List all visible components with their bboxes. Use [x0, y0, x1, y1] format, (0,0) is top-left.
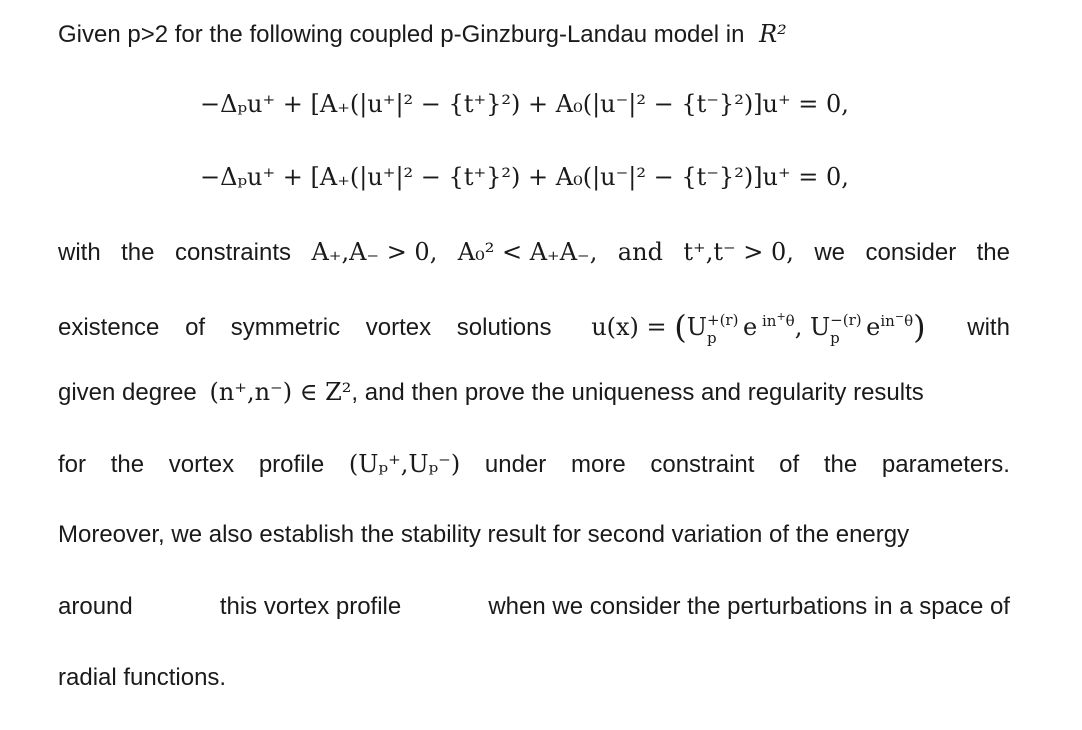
math-constraint-A0: A₀² < A₊A₋, — [457, 238, 598, 266]
word: this vortex profile — [219, 593, 402, 620]
line4-text: given degree — [58, 379, 197, 406]
equation-2: −Δₚu⁺ + [A₊(|u⁺|² − {t⁺}²) + A₀(|u⁻|² − {t⁻}²)]u⁺ = 0, — [200, 163, 849, 191]
math-vortex-profile: (Uₚ⁺,Uₚ⁻) — [348, 450, 461, 478]
paragraph-line-8: radial functions. — [58, 664, 227, 691]
paragraph-line-1 — [58, 20, 1010, 49]
math-vortex-solution: u(x) = (U +(r) p e $^{in^+\theta}$, U −(r) p $e^{in^-\theta}$) — [591, 308, 926, 347]
paragraph-line-6: Moreover, we also establish the stability result for second variation of the energy — [58, 521, 910, 548]
word: when we consider the perturbations in a space of — [488, 593, 1010, 620]
word: with — [967, 314, 1010, 341]
word: constraints — [174, 239, 291, 266]
word: of — [779, 451, 800, 478]
word: parameters. — [881, 451, 1010, 478]
word: under — [484, 451, 547, 478]
math-constraint-t: t⁺,t⁻ > 0, — [683, 238, 794, 266]
paragraph-line-5 — [58, 450, 1010, 479]
word: for — [58, 451, 87, 478]
word: solutions — [456, 314, 552, 341]
word: of — [185, 314, 206, 341]
paragraph-line-4 — [58, 378, 1010, 407]
paragraph-line-3 — [58, 308, 1010, 346]
word: symmetric — [230, 314, 341, 341]
word: profile — [258, 451, 325, 478]
word: with — [58, 239, 101, 266]
line1-math-R2: R² — [759, 20, 787, 48]
word: around — [58, 593, 133, 620]
word: the — [976, 239, 1010, 266]
line4-rest: , and then prove the uniqueness and regularity results — [351, 379, 924, 406]
word: we — [814, 239, 846, 266]
word: existence — [58, 314, 160, 341]
word: constraint — [650, 451, 755, 478]
word: more — [570, 451, 626, 478]
word: vortex — [168, 451, 235, 478]
line1-text: Given p>2 for the following coupled p-Ginzburg-Landau model in — [58, 21, 745, 48]
word: consider — [865, 239, 957, 266]
word: and — [617, 238, 663, 266]
word: the — [823, 451, 858, 478]
word: the — [110, 451, 145, 478]
math-degree: (n⁺,n⁻) ∈ Z² — [209, 378, 352, 406]
word: the — [121, 239, 155, 266]
paragraph-line-2 — [58, 238, 1010, 267]
math-constraint-A: A₊,A₋ > 0, — [311, 238, 438, 266]
paragraph-line-7 — [58, 593, 1010, 621]
word: vortex — [365, 314, 432, 341]
equation-1: −Δₚu⁺ + [A₊(|u⁺|² − {t⁺}²) + A₀(|u⁻|² − {t⁻}²)]u⁺ = 0, — [200, 90, 849, 118]
